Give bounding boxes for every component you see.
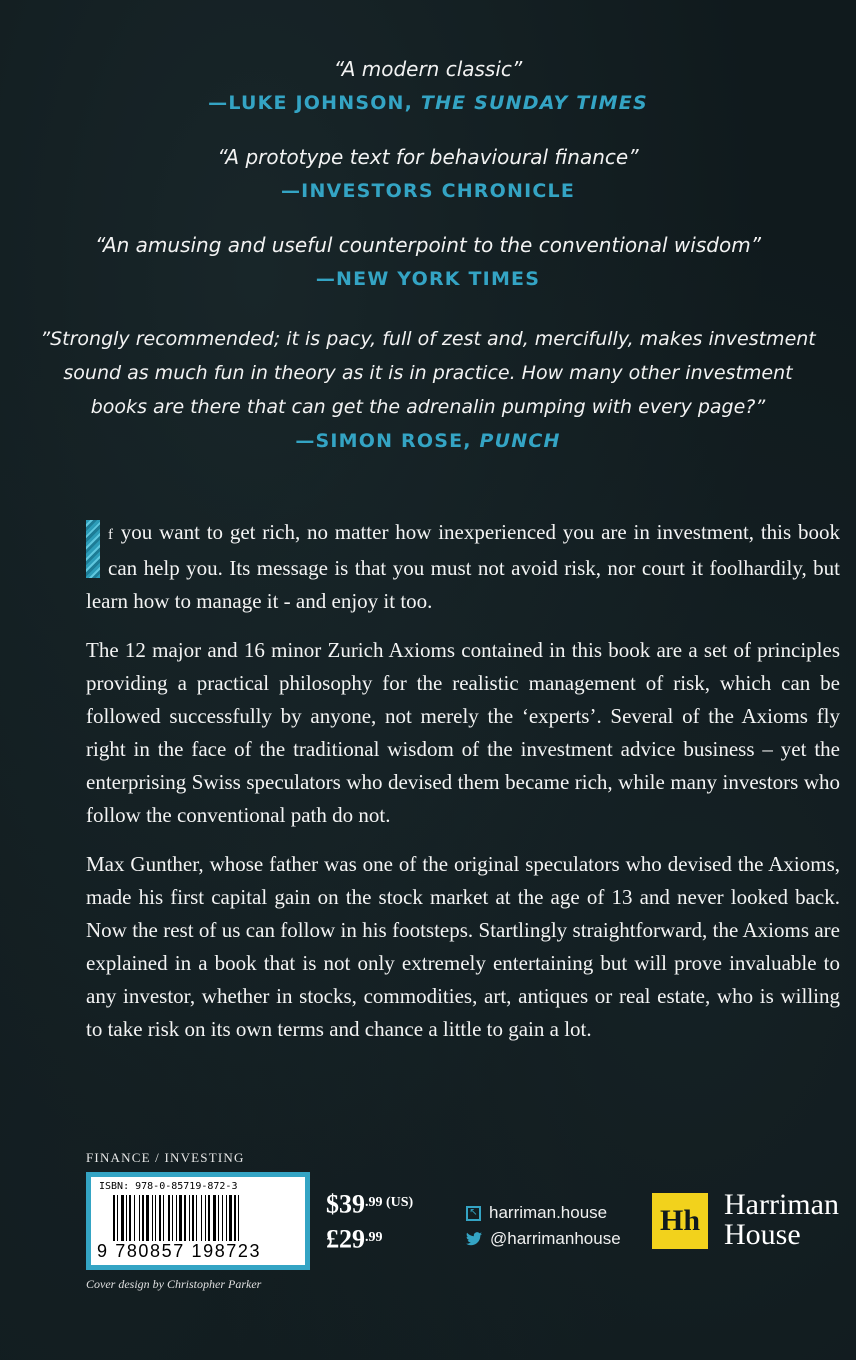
barcode-bar <box>189 1195 190 1241</box>
quote-text: “A prototype text for behavioural finance” <box>217 145 639 169</box>
book-description <box>86 516 840 1062</box>
quote-text-line: books are there that can get the adrenalin pumping with every page?” <box>90 396 766 418</box>
barcode-bar <box>184 1195 186 1241</box>
publisher-logo-text: Harriman House <box>724 1188 839 1251</box>
barcode-bar <box>113 1195 115 1241</box>
barcode-bar <box>218 1195 219 1241</box>
barcode-bar <box>238 1195 239 1241</box>
quote-text-line: sound as much fun in theory as it is in practice. How many other investment <box>63 362 793 384</box>
barcode-bar <box>134 1195 135 1241</box>
barcode-bar <box>196 1195 197 1241</box>
barcode-bar <box>172 1195 173 1241</box>
barcode-bar <box>222 1195 223 1241</box>
twitter-bird-icon <box>466 1231 482 1247</box>
quote-2 <box>0 140 856 208</box>
price-usd: $39.99 (US) <box>326 1189 414 1219</box>
quote-1 <box>0 52 856 120</box>
external-link-icon: ↖ <box>466 1206 481 1221</box>
description-paragraph-2: The 12 major and 16 minor Zurich Axioms contained in this book are a set of principles providing a practical philosophy for the realistic management of risk, which can be followed successfully by anyone, not merely the ‘experts’. Several of the Axioms fly right in the face of the traditional wisdom of the investment advice business – yet the enterprising Swiss speculators who devised them became rich, while many investors who follow the conventional path do not. <box>86 638 840 827</box>
quote-3 <box>0 228 856 296</box>
barcode-bar <box>163 1195 164 1241</box>
barcode-bar <box>201 1195 202 1241</box>
barcode-bars <box>113 1195 299 1241</box>
description-paragraph-1: f you want to get rich, no matter how inexperienced you are in investment, this book can help you. Its message is that you must not avoid risk, nor court it foolhardily, but learn how to manage it - and enjoy it too. <box>86 520 840 613</box>
barcode-bar <box>192 1195 194 1241</box>
barcode-bar <box>159 1195 161 1241</box>
quote-text: “An amusing and useful counterpoint to the conventional wisdom” <box>94 233 762 257</box>
barcode-bar <box>179 1195 182 1241</box>
barcode <box>86 1172 310 1270</box>
price-gbp: £29.99 <box>326 1224 383 1254</box>
barcode-bar <box>146 1195 149 1241</box>
small-cap: f <box>108 527 114 543</box>
quote-source: —SIMON ROSE, PUNCH <box>295 430 561 452</box>
barcode-digits: 9 780857 198723 <box>97 1241 262 1261</box>
barcode-bar <box>205 1195 206 1241</box>
quote-text-line: ”Strongly recommended; it is pacy, full of zest and, mercifully, makes investment <box>40 328 816 350</box>
barcode-bar <box>152 1195 153 1241</box>
barcode-bar <box>126 1195 127 1241</box>
isbn-label: ISBN: 978-0-85719-872-3 <box>99 1181 238 1192</box>
barcode-bar <box>213 1195 216 1241</box>
category-label: FINANCE / INVESTING <box>86 1150 245 1165</box>
barcode-bar <box>139 1195 140 1241</box>
barcode-bar <box>155 1195 156 1241</box>
publisher-links <box>466 1200 621 1252</box>
quote-source: —NEW YORK TIMES <box>315 268 541 290</box>
barcode-bar <box>208 1195 210 1241</box>
barcode-bar <box>121 1195 124 1241</box>
cover-credit: Cover design by Christopher Parker <box>86 1277 262 1291</box>
barcode-bar <box>176 1195 177 1241</box>
quote-source: —LUKE JOHNSON, THE SUNDAY TIMES <box>208 92 648 114</box>
quote-4 <box>0 322 856 458</box>
barcode-bar <box>117 1195 118 1241</box>
publisher-logo-mark: Hh <box>652 1193 708 1249</box>
quote-source: —INVESTORS CHRONICLE <box>280 180 575 202</box>
drop-cap <box>86 520 100 578</box>
barcode-bar <box>168 1195 170 1241</box>
barcode-bar <box>229 1195 232 1241</box>
twitter-link[interactable]: @harrimanhouse <box>466 1226 621 1252</box>
barcode-bar <box>129 1195 131 1241</box>
website-link[interactable]: ↖ harriman.house <box>466 1200 621 1226</box>
review-quotes <box>0 52 856 478</box>
quote-text: “A modern classic” <box>333 57 523 81</box>
barcode-bar <box>226 1195 227 1241</box>
prices <box>326 1188 413 1259</box>
description-paragraph-3: Max Gunther, whose father was one of the original speculators who devised the Axioms, made his first capital gain on the stock market at the age of 13 and never looked back. Now the rest of us can follow in his footsteps. Startlingly straightforward, the Axioms are explained in a book that is not only extremely entertaining but will prove invaluable to any investor, whether in stocks, commodities, art, antiques or real estate, who is willing to take risk on its own terms and chance a little to gain a lot. <box>86 852 840 1041</box>
barcode-bar <box>234 1195 236 1241</box>
barcode-bar <box>142 1195 144 1241</box>
